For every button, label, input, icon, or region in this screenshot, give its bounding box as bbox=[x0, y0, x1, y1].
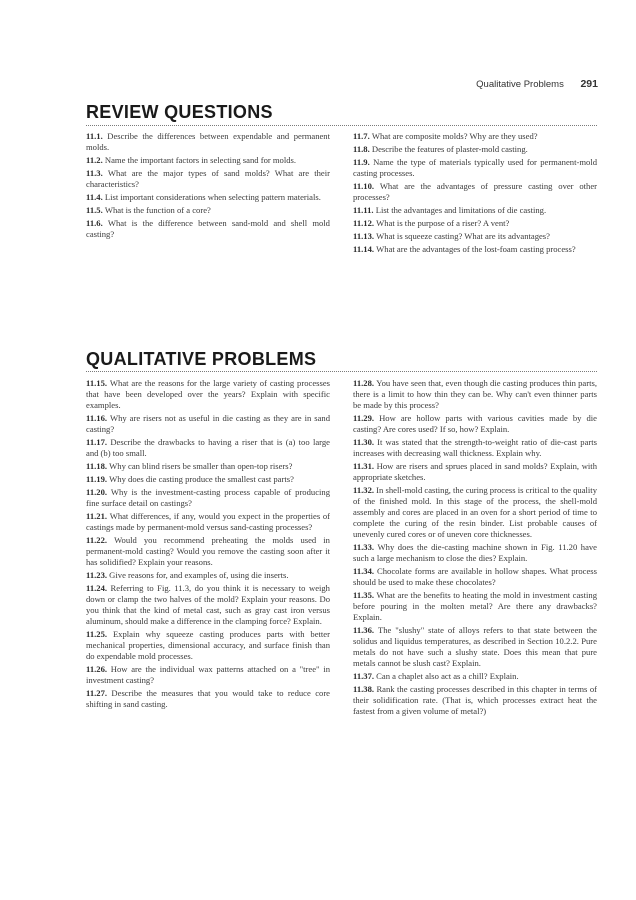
question-item bbox=[353, 461, 597, 483]
question-text: Rank the casting processes described in this chapter in terms of their solidification rate. (That is, which processes extract heat the fastest from a given volume of metal?) bbox=[353, 684, 597, 716]
question-item bbox=[353, 413, 597, 435]
question-item bbox=[353, 590, 597, 623]
question-item bbox=[86, 583, 330, 627]
question-text: Can a chaplet also act as a chill? Explain. bbox=[376, 671, 519, 681]
page-number: 291 bbox=[580, 78, 598, 90]
question-text: Describe the drawbacks to having a riser that is (a) too large and (b) too small. bbox=[86, 437, 330, 458]
question-text: Why does the die-casting machine shown in Fig. 11.20 have such a large mechanism to close the dies? Explain. bbox=[353, 542, 597, 563]
question-number: 11.1. bbox=[86, 131, 103, 141]
question-number: 11.9. bbox=[353, 157, 370, 167]
question-text: The "slushy" state of alloys refers to that state between the solidus and liquidus temperatures, as described in Section 10.2.2. Pure metals do not have such a slushy state. Does this mean that pure metals cannot be slush cast? Explain. bbox=[353, 625, 597, 668]
question-number: 11.13. bbox=[353, 231, 375, 241]
question-text: How are risers and sprues placed in sand molds? Explain, with appropriate sketches. bbox=[353, 461, 597, 482]
question-text: It was stated that the strength-to-weight ratio of die-cast parts increases with decreasing wall thickness. Explain why. bbox=[353, 437, 598, 458]
question-text: Name the important factors in selecting sand for molds. bbox=[104, 155, 297, 165]
question-item bbox=[353, 205, 597, 216]
question-text: Name the type of materials typically used for permanent-mold casting processes. bbox=[353, 157, 597, 178]
question-text: Why are risers not as useful in die casting as they are in sand casting? bbox=[86, 413, 330, 434]
question-text: How are hollow parts with various cavities made by die casting? Are cores used? If so, how? Explain. bbox=[353, 413, 598, 434]
question-text: List important considerations when selecting pattern materials. bbox=[104, 192, 321, 202]
review-right-column bbox=[353, 131, 597, 257]
question-number: 11.26. bbox=[86, 664, 108, 674]
question-item bbox=[86, 664, 330, 686]
question-item bbox=[353, 625, 597, 669]
question-number: 11.34. bbox=[353, 566, 375, 576]
question-item bbox=[353, 218, 597, 229]
question-number: 11.3. bbox=[86, 168, 103, 178]
question-item bbox=[353, 131, 597, 142]
question-text: What are the reasons for the large variety of casting processes that have been developed over the years? Explain with specific examples. bbox=[86, 378, 330, 410]
question-number: 11.10. bbox=[353, 181, 375, 191]
question-number: 11.29. bbox=[353, 413, 375, 423]
question-number: 11.22. bbox=[86, 535, 108, 545]
qualitative-left-column bbox=[86, 378, 330, 712]
question-text: Give reasons for, and examples of, using die inserts. bbox=[109, 570, 289, 580]
question-item bbox=[86, 205, 330, 216]
question-item bbox=[86, 413, 330, 435]
question-item bbox=[353, 566, 597, 588]
question-text: What are the benefits to heating the mold in investment casting before pouring in the molten metal? Are there any drawbacks? Explain. bbox=[353, 590, 597, 622]
question-item bbox=[353, 231, 597, 242]
question-number: 11.21. bbox=[86, 511, 108, 521]
question-item bbox=[353, 244, 597, 255]
question-number: 11.17. bbox=[86, 437, 108, 447]
question-number: 11.18. bbox=[86, 461, 108, 471]
question-item bbox=[353, 181, 597, 203]
question-text: What are the advantages of the lost-foam casting process? bbox=[376, 244, 576, 254]
question-text: What is the function of a core? bbox=[104, 205, 211, 215]
question-item bbox=[86, 511, 330, 533]
question-item bbox=[86, 535, 330, 568]
question-number: 11.12. bbox=[353, 218, 375, 228]
question-item bbox=[86, 192, 330, 203]
question-number: 11.7. bbox=[353, 131, 370, 141]
question-item bbox=[86, 461, 330, 472]
question-item bbox=[86, 168, 330, 190]
question-text: In shell-mold casting, the curing process is critical to the quality of the finished mold. In this stage of the process, the shell-mold assembly and cores are placed in an oven for a short period of time to complete the curing of the resin binder. List probable causes of unevenly cured cores or of uneven core thicknesses. bbox=[353, 485, 597, 539]
question-text: Explain why squeeze casting produces parts with better mechanical properties, dimensional accuracy, and surface finish than do expendable mold processes. bbox=[86, 629, 330, 661]
question-text: Why can blind risers be smaller than open-top risers? bbox=[109, 461, 293, 471]
question-number: 11.11. bbox=[353, 205, 374, 215]
question-number: 11.32. bbox=[353, 485, 375, 495]
question-item bbox=[353, 157, 597, 179]
question-item bbox=[353, 485, 597, 540]
question-number: 11.37. bbox=[353, 671, 375, 681]
question-number: 11.4. bbox=[86, 192, 103, 202]
question-item bbox=[86, 629, 330, 662]
question-text: You have seen that, even though die casting produces thin parts, there is a limit to how thin they can be. Why can't even thinner parts be made by this process? bbox=[353, 378, 597, 410]
running-head-title: Qualitative Problems bbox=[476, 79, 564, 90]
question-item bbox=[353, 542, 597, 564]
question-number: 11.24. bbox=[86, 583, 108, 593]
question-number: 11.35. bbox=[353, 590, 375, 600]
question-text: What is the purpose of a riser? A vent? bbox=[376, 218, 510, 228]
question-text: Referring to Fig. 11.3, do you think it is necessary to weigh down or clamp the two halves of the mold? Explain your reasons. Do you think that the kind of metal cast, such as gray cast iron versus aluminum, should make a difference in the clamping force? Explain. bbox=[86, 583, 330, 626]
question-item bbox=[353, 671, 597, 682]
question-text: What differences, if any, would you expect in the properties of castings made by permanent-mold versus sand-casting processes? bbox=[86, 511, 330, 532]
question-text: Why does die casting produce the smallest cast parts? bbox=[109, 474, 294, 484]
question-item bbox=[86, 474, 330, 485]
question-number: 11.27. bbox=[86, 688, 108, 698]
question-number: 11.16. bbox=[86, 413, 108, 423]
question-number: 11.2. bbox=[86, 155, 103, 165]
question-text: List the advantages and limitations of die casting. bbox=[375, 205, 547, 215]
question-number: 11.28. bbox=[353, 378, 375, 388]
qualitative-right-column bbox=[353, 378, 597, 719]
question-item bbox=[353, 684, 597, 717]
question-item bbox=[353, 378, 597, 411]
question-text: Chocolate forms are available in hollow shapes. What process should be used to make these chocolates? bbox=[353, 566, 597, 587]
question-item bbox=[353, 144, 597, 155]
question-number: 11.30. bbox=[353, 437, 375, 447]
running-head bbox=[476, 78, 598, 90]
question-item bbox=[86, 155, 330, 166]
question-item bbox=[86, 437, 330, 459]
question-text: Describe the features of plaster-mold casting. bbox=[371, 144, 528, 154]
question-item bbox=[86, 218, 330, 240]
question-item bbox=[86, 688, 330, 710]
question-number: 11.6. bbox=[86, 218, 103, 228]
question-text: Why is the investment-casting process capable of producing fine surface detail on castings? bbox=[86, 487, 330, 508]
question-number: 11.33. bbox=[353, 542, 375, 552]
qualitative-divider bbox=[86, 371, 597, 372]
qualitative-problems-title: QUALITATIVE PROBLEMS bbox=[86, 349, 317, 369]
question-text: Describe the measures that you would take to reduce core shifting in sand casting. bbox=[86, 688, 330, 709]
question-number: 11.23. bbox=[86, 570, 108, 580]
review-left-column bbox=[86, 131, 330, 242]
question-text: How are the individual wax patterns attached on a "tree" in investment casting? bbox=[86, 664, 330, 685]
review-questions-title: REVIEW QUESTIONS bbox=[86, 102, 273, 122]
question-number: 11.36. bbox=[353, 625, 375, 635]
question-number: 11.14. bbox=[353, 244, 375, 254]
question-number: 11.15. bbox=[86, 378, 108, 388]
question-number: 11.8. bbox=[353, 144, 370, 154]
question-item bbox=[86, 378, 330, 411]
question-text: What is the difference between sand-mold and shell mold casting? bbox=[86, 218, 330, 239]
question-number: 11.5. bbox=[86, 205, 103, 215]
question-text: What are the advantages of pressure casting over other processes? bbox=[353, 181, 597, 202]
question-item bbox=[86, 131, 330, 153]
question-text: Would you recommend preheating the molds used in permanent-mold casting? Would you remove the casting soon after it has solidified? Explain your reasons. bbox=[86, 535, 330, 567]
question-item bbox=[353, 437, 597, 459]
review-divider bbox=[86, 125, 597, 126]
question-number: 11.20. bbox=[86, 487, 108, 497]
question-text: What are composite molds? Why are they used? bbox=[371, 131, 538, 141]
question-text: What are the major types of sand molds? What are their characteristics? bbox=[86, 168, 330, 189]
question-number: 11.38. bbox=[353, 684, 375, 694]
question-item bbox=[86, 487, 330, 509]
question-number: 11.31. bbox=[353, 461, 375, 471]
question-number: 11.19. bbox=[86, 474, 108, 484]
question-item bbox=[86, 570, 330, 581]
question-text: Describe the differences between expendable and permanent molds. bbox=[86, 131, 330, 152]
question-text: What is squeeze casting? What are its advantages? bbox=[376, 231, 550, 241]
question-number: 11.25. bbox=[86, 629, 108, 639]
